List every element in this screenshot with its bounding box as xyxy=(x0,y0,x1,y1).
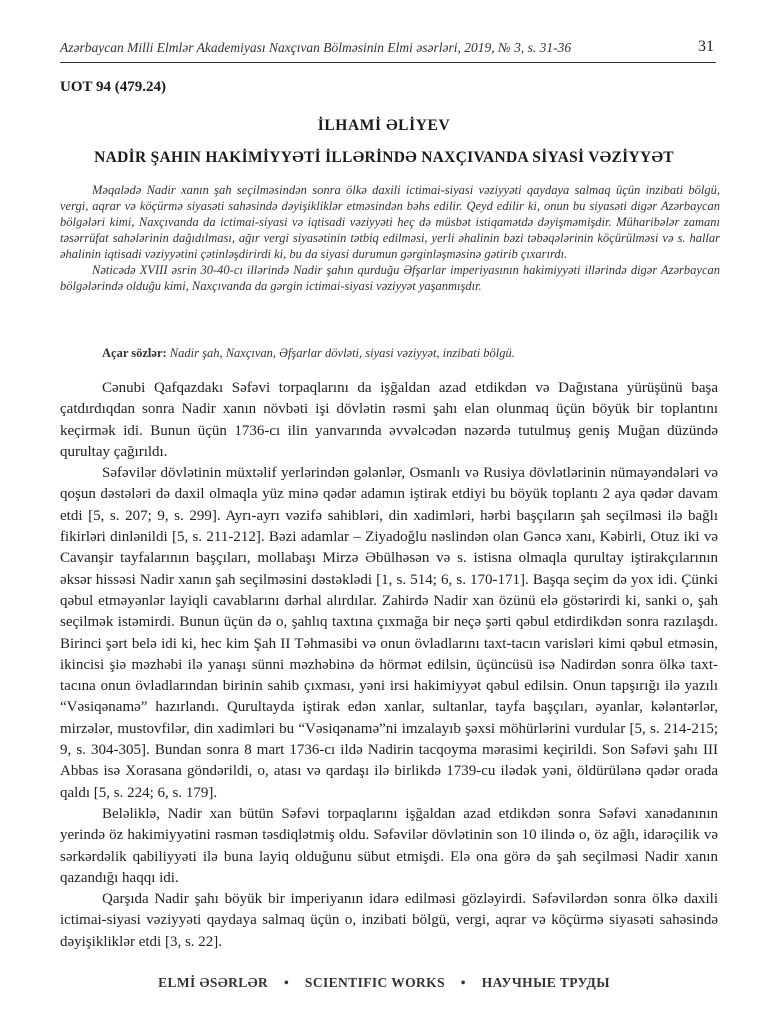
footer-bullet: • xyxy=(460,975,466,990)
page-number: 31 xyxy=(698,38,714,55)
keywords-label: Açar sözlər: xyxy=(102,346,167,360)
article-title: NADİR ŞAHIN HAKİMİYYƏTİ İLLƏRİNDƏ NAXÇIVANDA SİYASİ VƏZİYYƏT xyxy=(94,149,674,166)
abstract xyxy=(60,182,720,294)
author-name: İLHAMİ ƏLİYEV xyxy=(317,117,451,134)
abstract-paragraph: Nəticədə XVIII əsrin 30-40-cı illərində Nadir şahın qurduğu Əfşarlar imperiyasının hakimiyyəti illərində digər Azərbaycan bölgələrində olduğu kimi, Naxçıvanda da gərgin ictimai-siyasi vəziyyət yaşanmışdır. xyxy=(60,263,720,293)
body-text xyxy=(60,378,718,953)
footer-title-az: ELMİ ƏSƏRLƏR xyxy=(158,975,269,990)
body-paragraph: Beləliklə, Nadir xan bütün Səfəvi torpaqlarını işğaldan azad etdikdən sonra Səfəvi xanədanının yerində öz hakimiyyətini rəsmən təsdiqlətmiş oldu. Səfəvilər dövlətinin son 10 ilində o, öz ağlı, idarəçilik və sərkərdəlik qabiliyyəti ilə buna layiq olduğunu sübut etmişdi. Elə ona görə də şah seçilməsi Nadir xanın qazandığı haqqı idi. xyxy=(60,805,718,886)
body-paragraph: Səfəvilər dövlətinin müxtəlif yerlərindən gələnlər, Osmanlı və Rusiya dövlətlərinin nümayəndələri və qoşun dəstələri də daxil olmaqla yüz minə qədər adamın iştirak etdiyi bu böyük toplantı 2 aya qədər davam etdi [5, s. 207; 9, s. 299]. Ayrı-ayrı vəzifə sahibləri, din xadimləri, hərbi başçıların şah seçilməsi ilə bağlı fikirləri dinlənildi [5, s. 211-212]. Bəzi adamlar – Ziyadoğlu nəslindən olan Gəncə xanı, Kəbirli, Otuz iki və Cavanşir tayfalarının başçıları, mollabaşı Mirzə Əbülhəsən və s. istisna olmaqla qurultay iştirakçılarının əksər hissəsi Nadir xanın şah seçilməsini dəstəklədi [1, s. 514; 6, s. 170-171]. Başqa seçim də yox idi. Çünki qəbul etməyənlər layiqli cavablarını dərhal alırdılar. Zahirdə Nadir xan özünü elə göstərirdi ki, sanki o, şah seçilmək istəmirdi. Bunun üçün də o, şahlıq taxtına çıxmağa bir neçə şərti qəbul etdirdikdən sonra razılaşdı. Birinci şərt belə idi ki, hec kim Şah II Təhmasibi və onun övladlarını taxt-tacın varisləri kimi qəbul etməsin, ikincisi şiə məzhəbi ilə yanaşı sünni məzhəbinə də hörmət edilsin, üçüncüsü isə Nadirdən sonra ölkə taxt-tacına onun övladlarından birinin sahib çıxması, yəni irsi hakimiyyət qəbul edilsin. Onun tapşırığı ilə yazılı “Vəsiqənamə” hazırlandı. Qurultayda iştirak edən xanlar, sultanlar, tayfa başçıları, əyanlar, kələntərlər, mirzələr, mustovfilər, din xadimləri bu “Vəsiqənamə”ni imzalayıb şəxsi möhürlərini vurdular [5, s. 214-215; 9, s. 304-305]. Bundan sonra 8 mart 1736-cı ildə Nadirin tacqoyma mərasimi keçirildi. Son Səfəvi şahı III Abbas isə Xorasana göndərildi, o, atası və qardaşı ilə birlikdə 1739-cu ilədək yəni, öldürülənə qədər orada qaldı [5, s. 224; 6, s. 179]. xyxy=(60,465,718,801)
footer-title-en: SCIENTIFIC WORKS xyxy=(304,975,445,990)
running-head-text: Azərbaycan Milli Elmlər Akademiyası Naxçıvan Bölməsinin Elmi əsərləri, 2019, № 3, s. 31-36 xyxy=(60,40,572,55)
body-paragraph: Qarşıda Nadir şahı böyük bir imperiyanın idarə edilməsi gözləyirdi. Səfəvilərdən sonra ölkə daxili ictimai-siyasi vəziyyəti qaydaya salmaq üçün o, inzibati bölgü, vergi, aqrar və köçürmə siyasəti sahəsində dəyişikliklər etdi [3, s. 22]. xyxy=(60,891,718,950)
journal-footer xyxy=(0,975,768,991)
udc-code: UOT 94 (479.24) xyxy=(60,79,166,95)
keywords xyxy=(60,345,720,361)
abstract-paragraph: Məqalədə Nadir xanın şah seçilməsindən sonra ölkə daxili ictimai-siyasi vəziyyəti qaydaya salmaq üçün inzibati bölgü, vergi, aqrar və köçürmə siyasəti sahəsində dəyişikliklər etməsindən bəhs edilir. Qeyd edilir ki, onun bu siyasəti digər Azərbaycan bölgələri kimi, Naxçıvanda da ictimai-siyasi və iqtisadi vəziyyəti heç də müsbət istiqamətdə dəyişməmişdir. Müharibələr zamanı təsərrüfat sahələrinin dağıdılması, ağır vergi siyasətinin tətbiq edilməsi, yerli əhalinin bəzi təbəqələrinin köçürülməsi və s. hallar əhalinin iqtisadi vəziyyətini çətinləşdirirdi ki, bu da siyasi durumun gərginləşməsinə gətirib çıxarırdı. xyxy=(60,183,720,261)
body-paragraph: Cənubi Qafqazdakı Səfəvi torpaqlarını da işğaldan azad etdikdən və Dağıstana yürüşünü başa çatdırdıqdan sonra Nadir xanın növbəti işi dövlətin rəsmi şahı elan olunmaq üçün böyük bir toplantını keçirmək idi. Bunun üçün 1736-cı ilin yanvarında əvvəlcədən nəzərdə tutulmuş geniş Muğan düzündə qurultay çağırıldı. xyxy=(60,380,718,460)
footer-bullet: • xyxy=(284,975,290,990)
keywords-text: Nadir şah, Naxçıvan, Əfşarlar dövləti, siyasi vəziyyət, inzibati bölgü. xyxy=(169,346,515,360)
running-header xyxy=(60,38,716,63)
footer-title-ru: НАУЧНЫЕ ТРУДЫ xyxy=(481,975,610,990)
